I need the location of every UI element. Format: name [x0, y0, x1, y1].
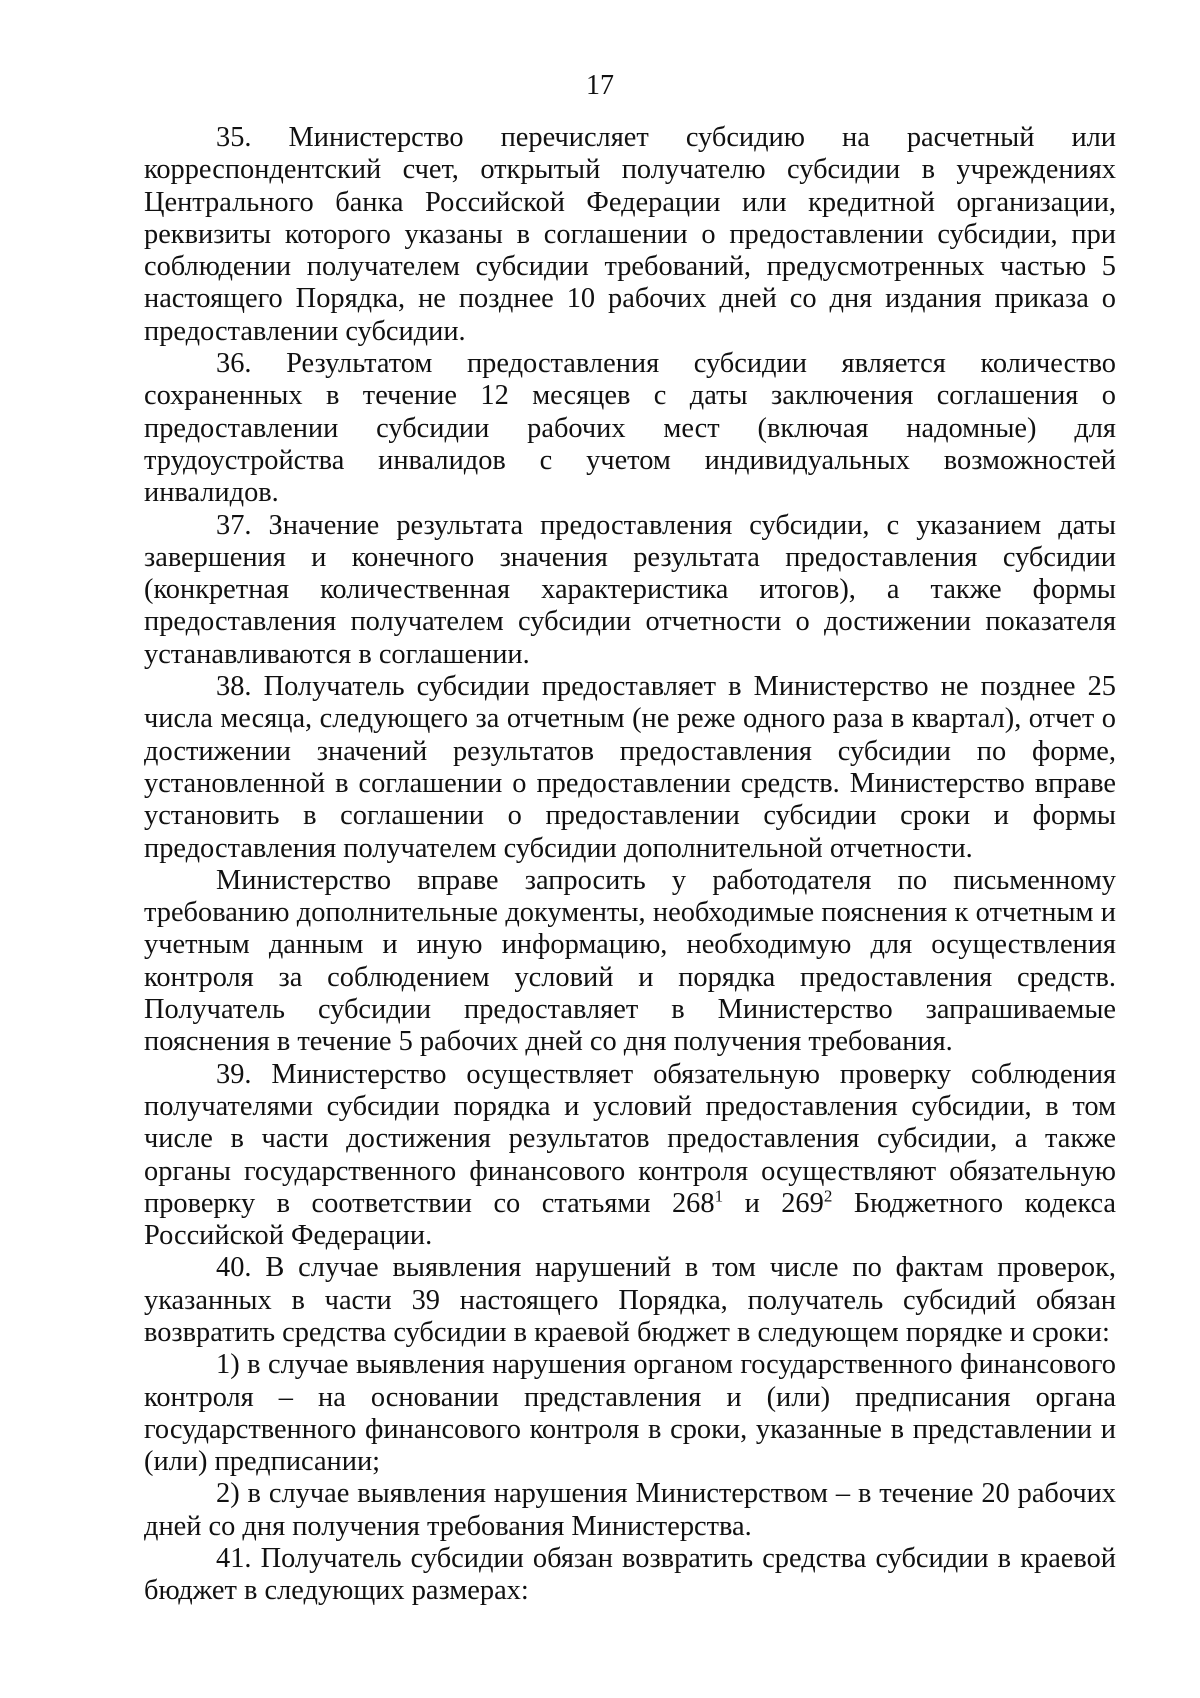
paragraph-38: 38. Получатель субсидии предоставляет в Министерство не позднее 25 числа месяца, следующего за отчетным (не реже одного раза в квартал), отчет о достижении значений результатов предоставления субсидии по форме, установленной в соглашении о предоставлении средств. Министерство вправе установить в соглашении о предоставлении субсидии сроки и формы предоставления получателем субсидии дополнительной отчетности.	[144, 671, 1116, 864]
paragraph-40: 40. В случае выявления нарушений в том числе по фактам проверок, указанных в части 39 настоящего Порядка, получатель субсидий обязан возвратить средства субсидии в краевой бюджет в следующем порядке и сроки:	[144, 1252, 1116, 1348]
paragraph-41: 41. Получатель субсидии обязан возвратить средства субсидии в краевой бюджет в следующих размерах:	[144, 1543, 1116, 1607]
paragraph-40-item-2: 2) в случае выявления нарушения Министерством – в течение 20 рабочих дней со дня получения требования Министерства.	[144, 1478, 1116, 1542]
paragraph-39-text-b: и 269	[723, 1187, 824, 1219]
paragraph-38-continuation: Министерство вправе запросить у работодателя по письменному требованию дополнительные документы, необходимые пояснения к отчетным и учетным данным и иную информацию, необходимую для осуществления контроля за соблюдением условий и порядка предоставления средств. Получатель субсидии предоставляет в Министерство запрашиваемые пояснения в течение 5 рабочих дней со дня получения требования.	[144, 864, 1116, 1058]
superscript-1: 1	[714, 1186, 724, 1206]
paragraph-39-text-c: Бюджетного кодекса Российской Федерации.	[144, 1187, 1116, 1252]
paragraph-36: 36. Результатом предоставления субсидии является количество сохраненных в течение 12 месяцев с даты заключения соглашения о предоставлении субсидии рабочих мест (включая надомные) для трудоустройства инвалидов с учетом индивидуальных возможностей инвалидов.	[144, 348, 1116, 509]
superscript-2: 2	[823, 1186, 833, 1206]
page-number: 17	[586, 70, 614, 101]
paragraph-39	[144, 1059, 1116, 1253]
paragraph-40-item-1: 1) в случае выявления нарушения органом государственного финансового контроля – на основании представления и (или) предписания органа государственного финансового контроля в сроки, указанные в представлении и (или) предписании;	[144, 1349, 1116, 1478]
paragraph-35: 35. Министерство перечисляет субсидию на расчетный или корреспондентский счет, открытый получателю субсидии в учреждениях Центрального банка Российской Федерации или кредитной организации, реквизиты которого указаны в соглашении о предоставлении субсидии, при соблюдении получателем субсидии требований, предусмотренных частью 5 настоящего Порядка, не позднее 10 рабочих дней со дня издания приказа о предоставлении субсидии.	[144, 122, 1116, 347]
document-body	[144, 122, 1116, 1608]
paragraph-39-text-a: 39. Министерство осуществляет обязательную проверку соблюдения получателями субсидии порядка и условий предоставления субсидии, в том числе в части достижения результатов предоставления субсидии, а также органы государственного финансового контроля осуществляют обязательную проверку в соответствии со статьями 268	[144, 1058, 1116, 1219]
paragraph-37: 37. Значение результата предоставления субсидии, с указанием даты завершения и конечного значения результата предоставления субсидии (конкретная количественная характеристика итогов), а также формы предоставления получателем субсидии отчетности о достижении показателя устанавливаются в соглашении.	[144, 509, 1116, 670]
